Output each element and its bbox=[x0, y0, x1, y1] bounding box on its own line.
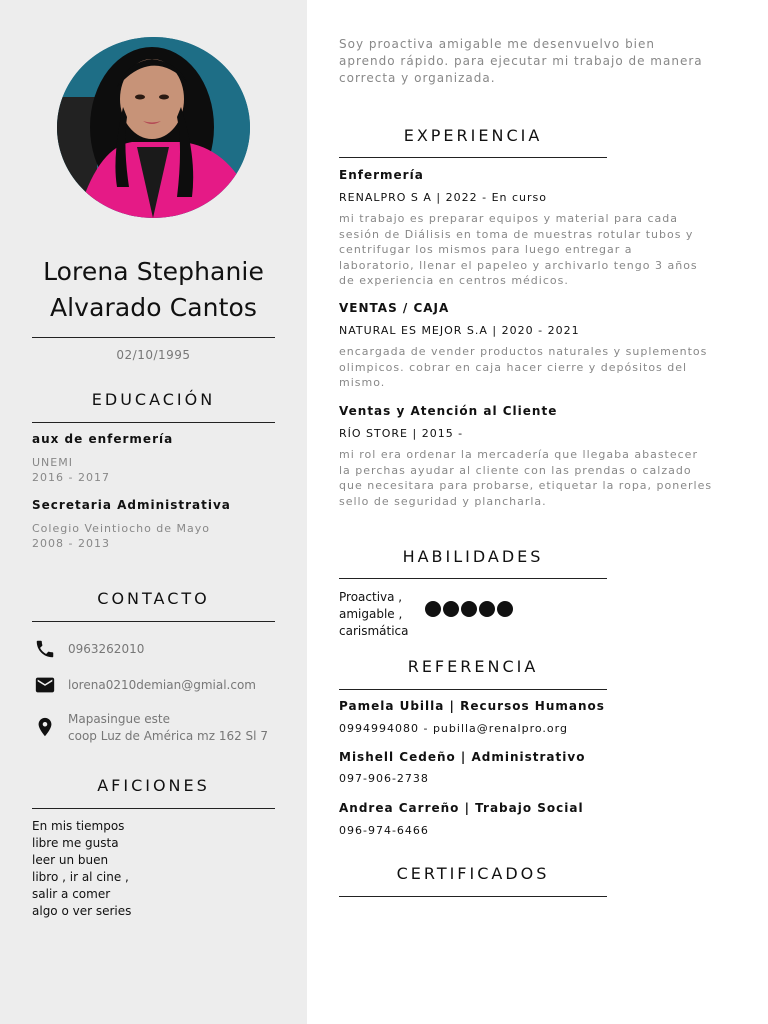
divider bbox=[32, 808, 275, 809]
education-degree: Secretaria Administrativa bbox=[32, 498, 231, 512]
address bbox=[68, 711, 268, 745]
job-title: Ventas y Atención al Cliente bbox=[339, 404, 558, 418]
divider bbox=[339, 689, 607, 690]
job-company: RENALPRO S A | 2022 - En curso bbox=[339, 191, 547, 204]
education-school: UNEMI bbox=[32, 456, 73, 469]
location-icon bbox=[32, 716, 58, 738]
hobby-line: libre me gusta bbox=[32, 836, 119, 850]
skills-heading: HABILIDADES bbox=[402, 547, 544, 566]
experience-heading: EXPERIENCIA bbox=[403, 126, 543, 145]
job-desc-line: de experiencia en centros médicos. bbox=[339, 274, 569, 287]
intro-line: Soy proactiva amigable me desenvuelvo bien bbox=[339, 37, 656, 51]
contact-heading: CONTACTO bbox=[97, 589, 210, 608]
education-heading: EDUCACIÓN bbox=[91, 390, 216, 409]
reference-name: Mishell Cedeño | Administrativo bbox=[339, 750, 586, 764]
education-years: 2016 - 2017 bbox=[32, 471, 110, 484]
contact-address-row bbox=[32, 711, 268, 745]
reference-contact: 097-906-2738 bbox=[339, 772, 429, 785]
job-desc-line: olimpicos. cobrar en caja hacer cierre y depósitos del bbox=[339, 360, 688, 374]
job-description bbox=[339, 344, 744, 391]
hobby-line: leer un buen bbox=[32, 853, 109, 867]
references-heading: REFERENCIA bbox=[407, 657, 539, 676]
job-title: VENTAS / CAJA bbox=[339, 301, 450, 315]
certificates-heading: CERTIFICADOS bbox=[396, 864, 550, 883]
rating-dot bbox=[443, 601, 459, 617]
job-desc-line: laboratorio, llenar el papeleo y archivarlo tengo 3 años bbox=[339, 258, 698, 272]
hobbies-heading: AFICIONES bbox=[97, 776, 210, 795]
skill-line: Proactiva , bbox=[339, 590, 403, 604]
job-company: RÍO STORE | 2015 - bbox=[339, 427, 464, 440]
divider bbox=[339, 157, 607, 158]
job-desc-line: sesión de Diálisis en toma de muestras rotular tubos y bbox=[339, 227, 694, 241]
rating-dot bbox=[479, 601, 495, 617]
divider bbox=[339, 578, 607, 579]
intro-line: correcta y organizada. bbox=[339, 71, 496, 85]
job-title: Enfermería bbox=[339, 168, 424, 182]
rating-dot bbox=[461, 601, 477, 617]
job-desc-line: la perchas ayudar al cliente con las prendas o calzado bbox=[339, 463, 692, 477]
education-school: Colegio Veintiocho de Mayo bbox=[32, 522, 211, 535]
contact-email-row bbox=[32, 674, 256, 696]
full-name bbox=[20, 254, 287, 326]
rating-dot bbox=[425, 601, 441, 617]
skill-name bbox=[339, 589, 429, 640]
intro-line: aprendo rápido. para ejecutar mi trabajo de manera bbox=[339, 54, 703, 68]
reference-name: Andrea Carreño | Trabajo Social bbox=[339, 801, 584, 815]
job-desc-line: encargada de vender productos naturales y suplementos bbox=[339, 345, 708, 358]
hobbies-text bbox=[32, 818, 162, 920]
job-desc-line: centrifugar los mismos para luego entregar a bbox=[339, 243, 633, 256]
main-content bbox=[307, 0, 768, 1024]
divider bbox=[32, 422, 275, 423]
hobby-line: libro , ir al cine , bbox=[32, 870, 129, 884]
reference-contact: 096-974-6466 bbox=[339, 824, 429, 837]
portrait-image bbox=[57, 37, 250, 218]
job-desc-line: mismo. bbox=[339, 376, 386, 389]
hobby-line: salir a comer bbox=[32, 887, 111, 901]
hobby-line: En mis tiempos bbox=[32, 819, 125, 833]
job-desc-line: mi trabajo es preparar equipos y material para cada bbox=[339, 212, 679, 225]
rating-dot bbox=[497, 601, 513, 617]
contact-phone-row bbox=[32, 638, 144, 660]
birth-date: 02/10/1995 bbox=[116, 348, 191, 362]
name-line-2: Alvarado Cantos bbox=[49, 293, 258, 322]
sidebar bbox=[0, 0, 307, 1024]
job-description bbox=[339, 447, 744, 509]
phone-number: 0963262010 bbox=[68, 642, 145, 656]
divider bbox=[32, 621, 275, 622]
address-line-2: coop Luz de América mz 162 Sl 7 bbox=[68, 729, 268, 743]
email-address: lorena0210demian@gmial.com bbox=[68, 678, 256, 692]
reference-name: Pamela Ubilla | Recursos Humanos bbox=[339, 699, 605, 713]
job-desc-line: que necesitara para probarse, etiquetar la ropa, ponerles bbox=[339, 479, 713, 492]
reference-contact: 0994994080 - pubilla@renalpro.org bbox=[339, 722, 568, 735]
name-line-1: Lorena Stephanie bbox=[43, 257, 264, 286]
mail-icon bbox=[32, 674, 58, 696]
divider bbox=[339, 896, 607, 897]
skill-rating bbox=[425, 601, 513, 617]
job-desc-line: mi rol era ordenar la mercadería que llegaba abastecer bbox=[339, 448, 698, 461]
skill-line: amigable , bbox=[339, 607, 403, 621]
divider bbox=[32, 337, 275, 338]
phone-icon bbox=[32, 638, 58, 660]
skill-line: carismática bbox=[339, 624, 409, 638]
profile-photo bbox=[57, 37, 250, 218]
job-desc-line: sello de seguridad y plancharla. bbox=[339, 494, 547, 508]
education-years: 2008 - 2013 bbox=[32, 537, 110, 550]
job-description bbox=[339, 211, 744, 289]
address-line-1: Mapasingue este bbox=[68, 712, 171, 726]
intro-text bbox=[339, 36, 749, 87]
hobby-line: algo o ver series bbox=[32, 904, 132, 918]
job-company: NATURAL ES MEJOR S.A | 2020 - 2021 bbox=[339, 324, 580, 337]
education-degree: aux de enfermería bbox=[32, 432, 174, 446]
